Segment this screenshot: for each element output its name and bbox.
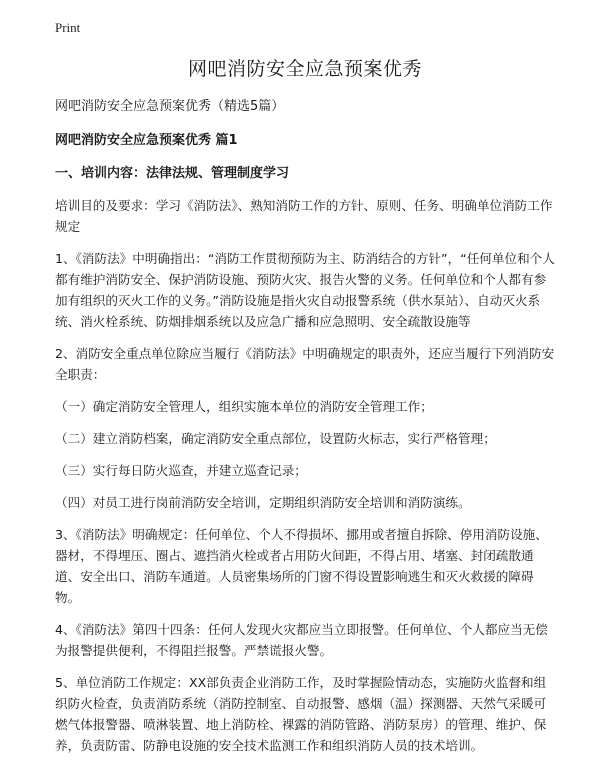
document-subtitle: 网吧消防安全应急预案优秀（精选5篇） (55, 99, 285, 114)
list-item: （一）确定消防安全管理人，组织实施本单位的消防安全管理工作； (55, 399, 433, 414)
paragraph-training-purpose: 培训目的及要求：学习《消防法》、熟知消防工作的方针、原则、任务、明确单位消防工作规定 (55, 198, 553, 234)
list-item: （三）实行每日防火巡查，并建立巡查记录； (55, 463, 307, 478)
paragraph-item-1: 1、《消防法》中明确指出：“消防工作贯彻预防为主、防消结合的方针”，“任何单位和个人都有维护消防安全、保护消防设施、预防火灾、报告火警的义务。任何单位和个人都有参加有组织的灭火工作的义务。”消防设施是指火灾自动报警系统（供水泵站）、自动灭火系统、消火栓系统、防烟排烟系统以及应急广播和应急照明、安全疏散设施等 (55, 251, 555, 329)
section-title: 网吧消防安全应急预案优秀 篇1 (55, 133, 238, 148)
list-item: （二）建立消防档案，确定消防安全重点部位，设置防火标志，实行严格管理； (55, 431, 496, 446)
paragraph-item-3: 3、《消防法》明确规定：任何单位、个人不得损坏、挪用或者擅自拆除、停用消防设施、器材，不得埋压、圈占、遮挡消火栓或者占用防火间距，不得占用、堵塞、封闭疏散通道、安全出口、消防车通道。人员密集场所的门窗不得设置影响逃生和灭火救援的障碍物。 (55, 527, 548, 605)
paragraph-item-2: 2、消防安全重点单位除应当履行《消防法》中明确规定的职责外，还应当履行下列消防安全职责： (55, 346, 555, 382)
document-title: 网吧消防安全应急预案优秀 (187, 58, 422, 80)
list-item: （四）对员工进行岗前消防安全培训，定期组织消防安全培训和消防演练。 (55, 495, 471, 510)
print-link[interactable]: Print (55, 20, 81, 35)
paragraph-item-5: 5、单位消防工作规定：XX部负责企业消防工作，及时掌握险情动态，实施防火监督和组织防火检查，负责消防系统（消防控制室、自动报警、感烟（温）探测器、天然气采暖可燃气体报警器、喷淋装置、地上消防栓、裸露的消防管路、消防泵房）的管理、维护、保养，负责防雷、防静电设施的安全技术监测工作和组织消防人员的技术培训。 (55, 675, 547, 753)
training-heading: 一、培训内容：法律法规、管理制度学习 (55, 166, 290, 181)
paragraph-item-4: 4、《消防法》第四十四条：任何人发现火灾都应当立即报警。任何单位、个人都应当无偿为报警提供便利，不得阻拦报警。严禁谎报火警。 (55, 622, 548, 658)
document-body (55, 54, 555, 767)
